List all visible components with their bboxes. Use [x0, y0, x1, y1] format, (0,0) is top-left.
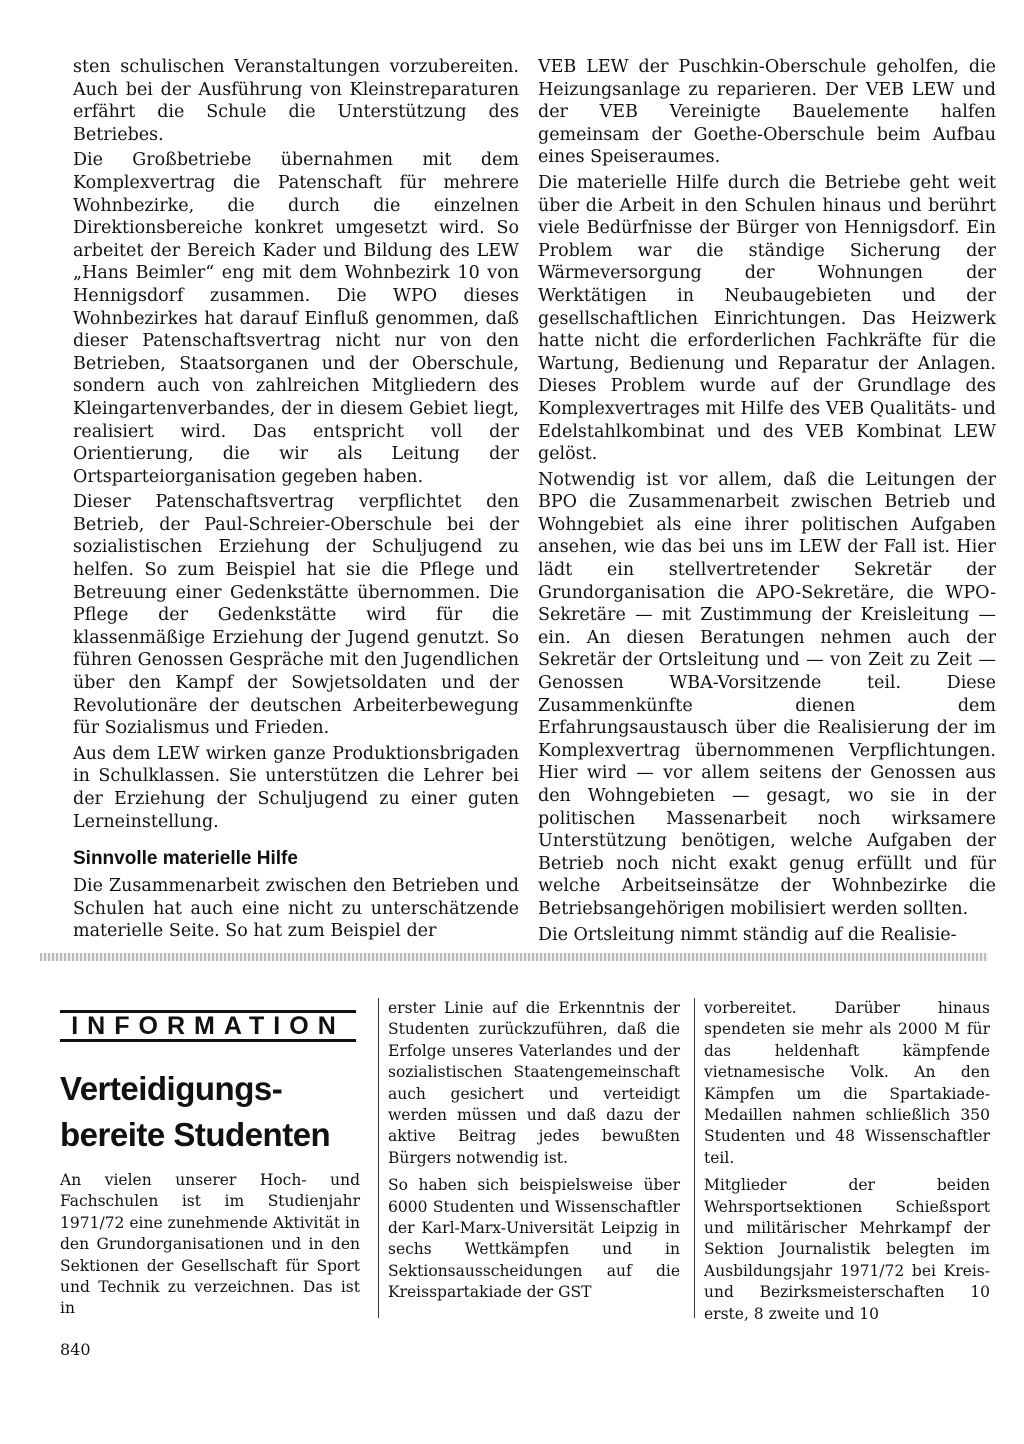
article-right-column	[538, 56, 996, 949]
column-rule	[378, 998, 379, 1318]
section-divider	[40, 953, 988, 961]
paragraph: Die Ortsleitung nimmt ständig auf die Realisie-	[538, 924, 957, 945]
info-column-3	[704, 998, 990, 1331]
paragraph: Notwendig ist vor allem, daß die Leitungen der BPO die Zusammenarbeit zwischen Betrieb und Wohngebiet als eine ihrer politischen Aufgaben ansehen, wie das bei uns im LEW der Fall ist. Hier lädt ein stellvertretender Sekretär der Grundorganisation die APO-Sekretäre, die WPO-Sekretäre — mit Zustimmung der Kreisleitung — ein. An diesen Beratungen nehmen auch der Sekretär der Ortsleitung und — von Zeit zu Zeit — Genossen WBA-Vorsitzende teil. Diese Zusammenkünfte dienen dem Erfahrungsaustausch über die Realisierung der im Komplexvertrag übernommenen Verpflichtungen. Hier wird — vor allem seitens der Genossen aus den Wohngebieten — gesagt, wo sie in der politischen Massenarbeit noch wirksamere Unterstützung benötigen, welche Aufgaben der Betrieb noch nicht exakt genug erfüllt und für welche Arbeitseinsätze der Wohnbezirke die Betriebsangehörigen mobilisiert werden sollten.	[538, 469, 996, 919]
paragraph: An vielen unserer Hoch- und Fachschulen ist im Studienjahr 1971/72 eine zunehmende Aktivität in den Grundorganisationen und in den Sektionen der Gesellschaft für Sport und Technik zu verzeichnen. Das ist in	[60, 1171, 360, 1318]
paragraph: Die Großbetriebe übernahmen mit dem Komplexvertrag die Patenschaft für mehrere Wohnbezirke, die durch die einzelnen Direktionsbereiche konkret umgesetzt wird. So arbeitet der Bereich Kader und Bildung des LEW „Hans Beimler“ eng mit dem Wohnbezirk 10 von Hennigsdorf zusammen. Die WPO dieses Wohnbezirkes hat darauf Einfluß genommen, daß dieser Patenschaftsvertrag nicht nur von den Betrieben, Staatsorganen und der Oberschule, sondern auch von zahlreichen Mitgliedern des Kleingartenverbandes, der in diesem Gebiet liegt, realisiert wird. Das entspricht voll der Orientierung, die wir als Leitung der Ortsparteiorganisation gegeben haben.	[73, 150, 519, 487]
column-rule	[694, 998, 695, 1318]
paragraph: Dieser Patenschaftsvertrag verpflichtet den Betrieb, der Paul-Schreier-Oberschule bei der sozialistischen Erziehung der Schuljugend zu helfen. So zum Beispiel hat sie die Pflege und Betreuung einer Gedenkstätte übernommen. Die Pflege der Gedenkstätte wird für die klassenmäßige Erziehung der Jugend genutzt. So führen Genossen Gespräche mit den Jugendlichen über den Kampf der Sowjetsoldaten und der Revolutionäre der deutschen Arbeiterbewegung für Sozialismus und Frieden.	[73, 492, 519, 739]
information-banner: INFORMATION	[60, 1010, 356, 1042]
paragraph: VEB LEW der Puschkin-Oberschule geholfen, die Heizungsanlage zu reparieren. Der VEB LEW und der VEB Vereinigte Bauelemente halfen gemeinsam der Goethe-Oberschule beim Aufbau eines Speiseraumes.	[538, 57, 996, 168]
section-heading: Sinnvolle materielle Hilfe	[73, 848, 298, 870]
paragraph: sten schulischen Veranstaltungen vorzubereiten. Auch bei der Ausführung von Kleinstreparaturen erfährt die Schule die Unterstützung des Betriebes.	[73, 57, 519, 145]
paragraph: Die Zusammenarbeit zwischen den Betrieben und Schulen hat auch eine nicht zu unterschätzende materielle Seite. So hat zum Beispiel der	[73, 876, 519, 942]
paragraph: Aus dem LEW wirken ganze Produktionsbrigaden in Schulklassen. Sie unterstützen die Lehrer bei der Erziehung der Schuljugend zu einer guten Lerneinstellung.	[73, 743, 519, 832]
info-headline: Verteidigungs-bereite Studenten	[60, 1070, 331, 1153]
info-column-2	[388, 998, 680, 1310]
paragraph: vorbereitet. Darüber hinaus spendeten sie mehr als 2000 M für das heldenhaft kämpfende vietnamesische Volk. An den Kämpfen um die Spartakiade-Medaillen nahmen schließlich 350 Studenten und 48 Wissenschaftler teil.	[704, 999, 990, 1167]
article-left-column	[73, 56, 519, 946]
page-number: 840	[60, 1340, 91, 1359]
info-column-1	[60, 1170, 360, 1326]
paragraph: So haben sich beispielsweise über 6000 Studenten und Wissenschaftler der Karl-Marx-Universität Leipzig in sechs Wettkämpfen und in Sektionsausscheidungen auf die Kreisspartakiade der GST	[388, 1176, 680, 1302]
paragraph: Mitglieder der beiden Wehrsportsektionen Schießsport und militärischer Mehrkampf der Sektion Journalistik belegten im Ausbildungsjahr 1971/72 bei Kreis- und Bezirksmeisterschaften 10 erste, 8 zweite und 10	[704, 1176, 990, 1323]
paragraph: erster Linie auf die Erkenntnis der Studenten zurückzuführen, daß die Erfolge unseres Vaterlandes und der sozialistischen Staatengemeinschaft auch gesichert und verteidigt werden müssen und daß dazu der aktive Beitrag jedes bewußten Bürgers notwendig ist.	[388, 999, 680, 1167]
paragraph: Die materielle Hilfe durch die Betriebe geht weit über die Arbeit in den Schulen hinaus und berührt viele Bedürfnisse der Bürger von Hennigsdorf. Ein Problem war die ständige Sicherung der Wärmeversorgung der Wohnungen der Werktätigen in Neubaugebieten und der gesellschaftlichen Einrichtungen. Das Heizwerk hatte nicht die erforderlichen Fachkräfte für die Wartung, Bedienung und Reparatur der Anlagen. Dieses Problem wurde auf der Grundlage des Komplexvertrages mit Hilfe des VEB Qualitäts- und Edelstahlkombinat und des VEB Kombinat LEW gelöst.	[538, 172, 996, 465]
